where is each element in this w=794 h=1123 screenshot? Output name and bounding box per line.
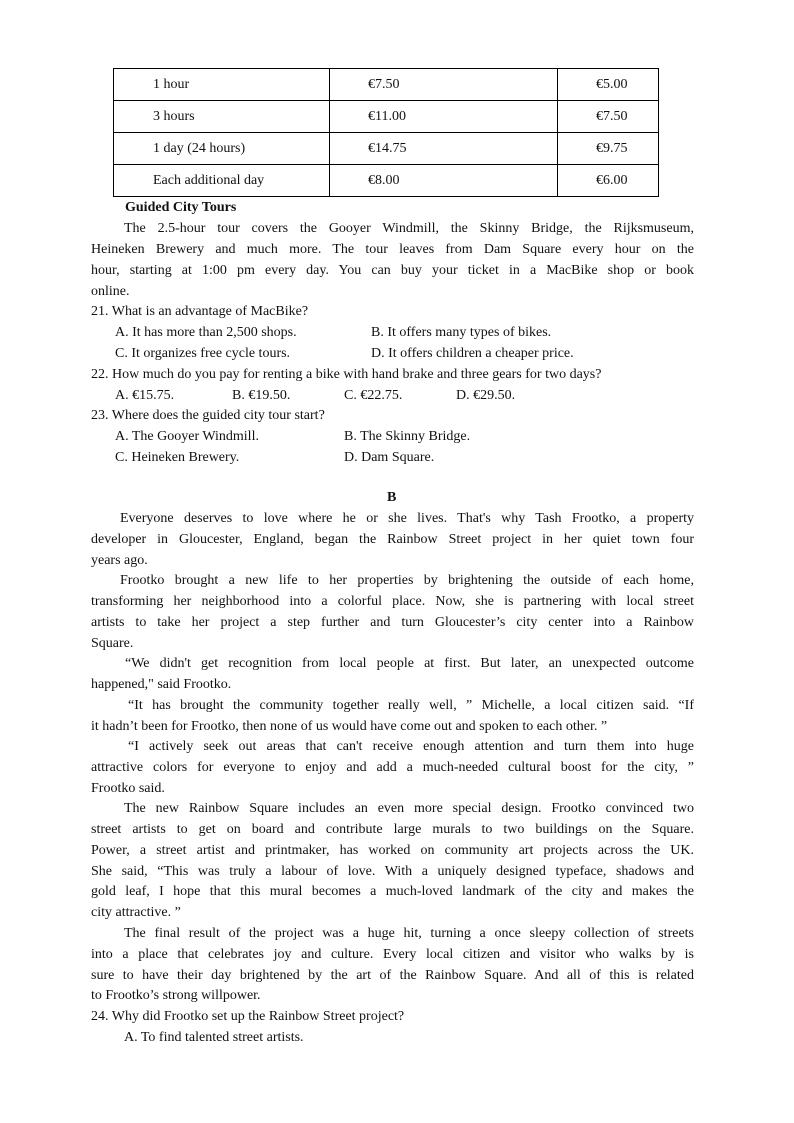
duration-cell: 3 hours xyxy=(114,101,330,133)
paragraph-line: years ago. xyxy=(91,553,148,568)
answer-option: A. It has more than 2,500 shops. xyxy=(115,325,297,340)
answer-option: C. It organizes free cycle tours. xyxy=(115,346,291,361)
answer-option: B. The Skinny Bridge. xyxy=(344,429,471,444)
paragraph-line: artists to take her project a step further and turn Gloucester’s city center into a Rainbow xyxy=(91,615,694,630)
paragraph-line: “I actively seek out areas that can't receive enough attention and turn them into huge xyxy=(128,739,694,754)
paragraph-line: “We didn't get recognition from local people at first. But later, an unexpected outcome xyxy=(125,656,694,671)
answer-option: D. It offers children a cheaper price. xyxy=(371,346,574,361)
paragraph-line: hour, starting at 1:00 pm every day. You can buy your ticket in a MacBike shop or book xyxy=(91,263,694,278)
answer-option: A. To find talented street artists. xyxy=(124,1030,304,1045)
question-stem: 24. Why did Frootko set up the Rainbow Street project? xyxy=(91,1009,405,1024)
paragraph-line: street artists to get on board and contribute large murals to two buildings on the Square. xyxy=(91,822,694,837)
price-cell: €7.50 xyxy=(558,101,659,133)
question-stem: 22. How much do you pay for renting a bike with hand brake and three gears for two days? xyxy=(91,367,602,382)
paragraph-line: Frootko brought a new life to her properties by brightening the outside of each home, xyxy=(120,573,694,588)
paragraph-line: “It has brought the community together really well, ” Michelle, a local citizen said. “If xyxy=(128,698,694,713)
paragraph-line: developer in Gloucester, England, began the Rainbow Street project in her quiet town four xyxy=(91,532,694,547)
paragraph-line: city attractive. ” xyxy=(91,905,181,920)
answer-option: C. €22.75. xyxy=(344,388,403,403)
paragraph-line: Heineken Brewery and much more. The tour leaves from Dam Square every hour on the xyxy=(91,242,694,257)
paragraph-line: Everyone deserves to love where he or she lives. That's why Tash Frootko, a property xyxy=(120,511,694,526)
paragraph-line: The 2.5-hour tour covers the Gooyer Windmill, the Skinny Bridge, the Rijksmuseum, xyxy=(124,221,694,236)
paragraph-line: gold leaf, I hope that this mural becomes a much-loved landmark of the city and makes the xyxy=(91,884,694,899)
price-cell: €14.75 xyxy=(330,133,558,165)
paragraph-line: She said, “This was truly a labour of love. With a uniquely designed typeface, shadows and xyxy=(91,864,694,879)
paragraph-line: Frootko said. xyxy=(91,781,165,796)
table-row xyxy=(114,133,659,165)
paragraph-line: it hadn’t been for Frootko, then none of us would have come out and spoken to each other. ” xyxy=(91,719,608,734)
table-row xyxy=(114,165,659,197)
answer-option: B. €19.50. xyxy=(232,388,291,403)
price-cell: €8.00 xyxy=(330,165,558,197)
price-cell: €9.75 xyxy=(558,133,659,165)
price-table xyxy=(113,68,659,197)
price-cell: €6.00 xyxy=(558,165,659,197)
paragraph-line: online. xyxy=(91,284,130,299)
paragraph-line: Square. xyxy=(91,636,134,651)
price-cell: €5.00 xyxy=(558,69,659,101)
paragraph-line: The final result of the project was a huge hit, turning a once sleepy collection of streets xyxy=(124,926,694,941)
price-cell: €11.00 xyxy=(330,101,558,133)
answer-option: D. €29.50. xyxy=(456,388,516,403)
paragraph-line: The new Rainbow Square includes an even more special design. Frootko convinced two xyxy=(124,801,694,816)
section-heading: Guided City Tours xyxy=(125,200,237,215)
answer-option: A. €15.75. xyxy=(115,388,175,403)
price-cell: €7.50 xyxy=(330,69,558,101)
answer-option: A. The Gooyer Windmill. xyxy=(115,429,259,444)
paragraph-line: attractive colors for everyone to enjoy and add a much-needed cultural boost for the city, ” xyxy=(91,760,694,775)
question-stem: 23. Where does the guided city tour start? xyxy=(91,408,325,423)
section-label: B xyxy=(387,490,397,505)
paragraph-line: sure to have their day brightened by the art of the Rainbow Square. And all of this is related xyxy=(91,968,694,983)
paragraph-line: into a place that celebrates joy and culture. Every local citizen and visitor who walks by is xyxy=(91,947,694,962)
paragraph-line: transforming her neighborhood into a colorful place. Now, she is partnering with local street xyxy=(91,594,694,609)
question-stem: 21. What is an advantage of MacBike? xyxy=(91,304,309,319)
table-row xyxy=(114,101,659,133)
duration-cell: 1 day (24 hours) xyxy=(114,133,330,165)
answer-option: D. Dam Square. xyxy=(344,450,435,465)
paragraph-line: Power, a street artist and printmaker, has worked on community art projects across the UK. xyxy=(91,843,694,858)
paragraph-line: to Frootko’s strong willpower. xyxy=(91,988,261,1003)
table-row xyxy=(114,69,659,101)
answer-option: B. It offers many types of bikes. xyxy=(371,325,552,340)
duration-cell: Each additional day xyxy=(114,165,330,197)
duration-cell: 1 hour xyxy=(114,69,330,101)
paragraph-line: happened," said Frootko. xyxy=(91,677,232,692)
answer-option: C. Heineken Brewery. xyxy=(115,450,240,465)
